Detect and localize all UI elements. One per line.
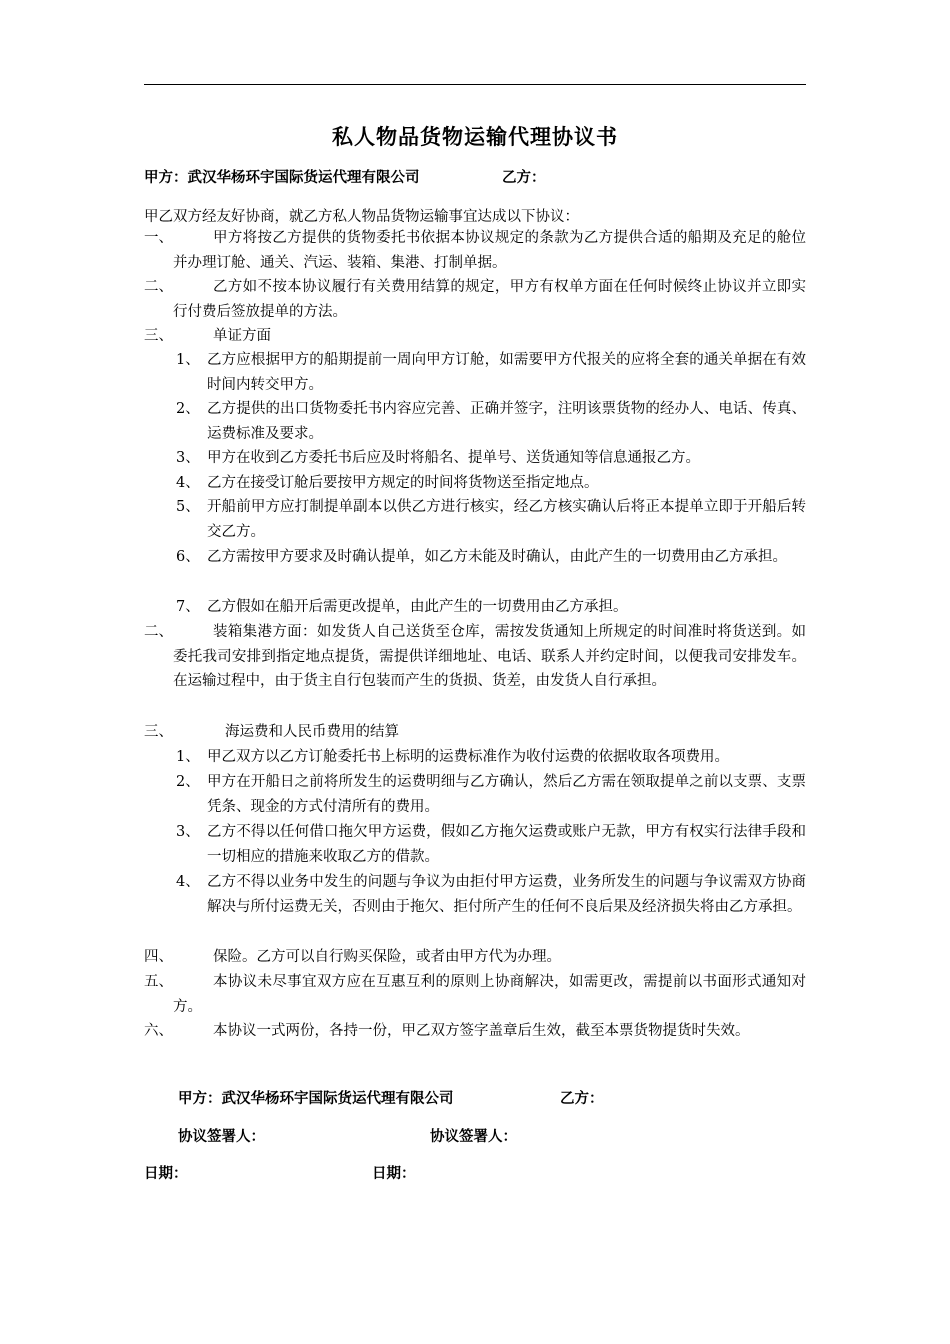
section-4-label: 二、 — [144, 624, 173, 640]
section-4-text: 装箱集港方面：如发货人自己送货至仓库，需按发货通知上所规定的时间准时将货送到。如委托我司安排到指定地点提货，需提供详细地址、电话、联系人并约定时间，以便我司安排发车。在运输过程中，由于货主自行包装而产生的货损、货差，由发货人自行承担。 — [173, 624, 806, 689]
section-3-label: 三、 — [144, 328, 173, 344]
section-2-label: 二、 — [144, 279, 173, 295]
item-number: 3、 — [176, 450, 200, 466]
item-text: 乙方不得以业务中发生的问题与争议为由拒付甲方运费，业务所发生的问题与争议需双方协商解决与所付运费无关，否则由于拖欠、拒付所产生的任何不良后果及经济损失将由乙方承担。 — [207, 874, 806, 915]
document-title: 私人物品货物运输代理协议书 — [332, 124, 618, 149]
section-3-item — [176, 397, 806, 446]
section-6 — [144, 945, 806, 970]
item-number: 2、 — [176, 774, 200, 790]
intro-text: 甲乙双方经友好协商，就乙方私人物品货物运输事宜达成以下协议： — [144, 209, 579, 225]
item-number: 1、 — [176, 749, 200, 765]
section-3 — [144, 324, 806, 349]
section-5-item — [176, 770, 806, 819]
section-8 — [144, 1019, 806, 1044]
section-5-item — [176, 870, 806, 919]
section-7-text: 本协议未尽事宜双方应在互惠互利的原则上协商解决，如需更改，需提前以书面形式通知对方。 — [173, 974, 806, 1015]
item-text: 乙方不得以任何借口拖欠甲方运费，假如乙方拖欠运费或账户无款，甲方有权实行法律手段和一切相应的措施来收取乙方的借款。 — [207, 824, 806, 865]
section-1-text: 甲方将按乙方提供的货物委托书依据本协议规定的条款为乙方提供合适的船期及充足的舱位并办理订舱、通关、汽运、装箱、集港、打制单据。 — [173, 230, 806, 271]
section-5-text: 海运费和人民币费用的结算 — [225, 724, 399, 740]
item-number: 5、 — [176, 499, 200, 515]
item-number: 1、 — [176, 352, 200, 368]
header-party-a: 甲方：武汉华杨环宇国际货运代理有限公司 — [144, 170, 420, 186]
item-number: 6、 — [176, 549, 200, 565]
section-6-label: 四、 — [144, 949, 173, 965]
section-3-item — [176, 471, 806, 496]
item-text: 甲乙双方以乙方订舱委托书上标明的运费标准作为收付运费的依据收取各项费用。 — [207, 749, 729, 765]
section-1 — [144, 226, 806, 275]
signer-a-label: 协议签署人： — [178, 1129, 265, 1145]
item-text: 乙方应根据甲方的船期提前一周向甲方订舱，如需要甲方代报关的应将全套的通关单据在有效时间内转交甲方。 — [207, 352, 806, 393]
item-number: 4、 — [176, 874, 200, 890]
footer-party-b: 乙方： — [560, 1091, 604, 1107]
section-5-item — [176, 820, 806, 869]
item-text: 乙方提供的出口货物委托书内容应完善、正确并签字，注明该票货物的经办人、电话、传真、运费标准及要求。 — [207, 401, 806, 442]
signer-b-label: 协议签署人： — [430, 1129, 517, 1145]
date-b-label: 日期： — [372, 1166, 416, 1182]
section-7-label: 五、 — [144, 974, 173, 990]
section-5-item — [176, 745, 806, 770]
section-3-text: 单证方面 — [213, 328, 271, 344]
section-4 — [144, 620, 806, 694]
date-a-label: 日期： — [144, 1166, 188, 1182]
section-7 — [144, 970, 806, 1019]
section-5 — [144, 720, 806, 745]
item-text: 甲方在收到乙方委托书后应及时将船名、提单号、送货通知等信息通报乙方。 — [207, 450, 700, 466]
section-2 — [144, 275, 806, 324]
item-text: 乙方需按甲方要求及时确认提单，如乙方未能及时确认，由此产生的一切费用由乙方承担。 — [207, 549, 787, 565]
item-text: 乙方假如在船开后需更改提单，由此产生的一切费用由乙方承担。 — [207, 599, 628, 615]
section-3-item — [176, 595, 806, 620]
item-number: 2、 — [176, 401, 200, 417]
section-3-item — [176, 495, 806, 544]
section-3-item — [176, 348, 806, 397]
section-2-text: 乙方如不按本协议履行有关费用结算的规定，甲方有权单方面在任何时候终止协议并立即实行付费后签放提单的方法。 — [173, 279, 806, 320]
top-rule — [144, 84, 806, 85]
item-text: 开船前甲方应打制提单副本以供乙方进行核实，经乙方核实确认后将正本提单立即于开船后转交乙方。 — [207, 499, 806, 540]
section-1-label: 一、 — [144, 230, 173, 246]
section-3-item — [176, 446, 806, 471]
section-6-text: 保险。乙方可以自行购买保险，或者由甲方代为办理。 — [213, 949, 561, 965]
header-party-b: 乙方： — [502, 170, 546, 186]
section-8-label: 六、 — [144, 1023, 173, 1039]
item-text: 乙方在接受订舱后要按甲方规定的时间将货物送至指定地点。 — [207, 475, 599, 491]
section-3-item — [176, 545, 806, 570]
footer-party-a: 甲方：武汉华杨环宇国际货运代理有限公司 — [178, 1091, 454, 1107]
section-8-text: 本协议一式两份，各持一份，甲乙双方签字盖章后生效，截至本票货物提货时失效。 — [213, 1023, 750, 1039]
section-5-label: 三、 — [144, 724, 173, 740]
item-text: 甲方在开船日之前将所发生的运费明细与乙方确认，然后乙方需在领取提单之前以支票、支票凭条、现金的方式付清所有的费用。 — [207, 774, 806, 815]
item-number: 4、 — [176, 475, 200, 491]
item-number: 7、 — [176, 599, 200, 615]
item-number: 3、 — [176, 824, 200, 840]
